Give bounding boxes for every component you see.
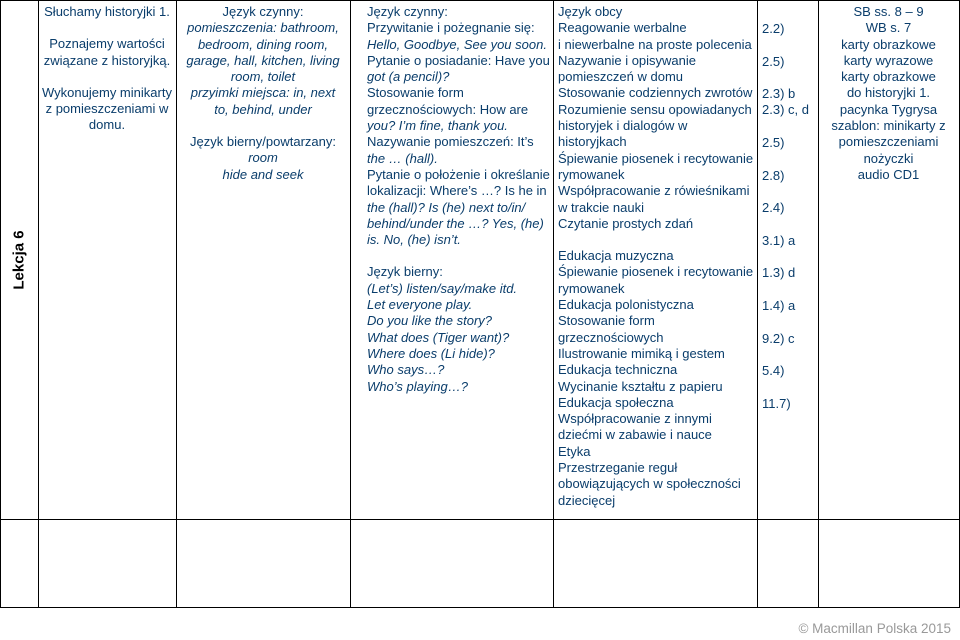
reference (762, 37, 816, 53)
reference: 1.3) d (762, 265, 796, 281)
skills-line: Czytanie prostych zdań (558, 215, 694, 231)
reference (762, 249, 816, 265)
table-bottom-border (0, 519, 960, 520)
material-item: szablon: minikarty z (831, 118, 946, 134)
skills-line: dziećmi w zabawie i nauce (558, 427, 712, 443)
skills-line: Wycinanie kształtu z papieru (558, 378, 723, 394)
skills-line: Stosowanie form (558, 313, 655, 329)
material-item: karty obrazkowe (841, 36, 936, 52)
objectives-column (40, 4, 174, 134)
structures-line: Nazywanie pomieszczeń: It’s (367, 134, 534, 150)
skills-tech-heading: Edukacja techniczna (558, 362, 678, 378)
vocabulary-passive-line: room (248, 150, 278, 166)
objective-1: Słuchamy historyjki 1. (44, 4, 170, 19)
material-item: audio CD1 (857, 166, 920, 182)
structures-line: Przywitanie i pożegnanie się: (367, 20, 535, 36)
skills-line: Nazywanie i opisywanie (558, 52, 697, 68)
skills-ethics-heading: Etyka (558, 443, 591, 459)
structures-passive-line: Who says…? (367, 362, 445, 378)
material-item: karty wyrazowe (843, 52, 934, 68)
structures-passive-line: What does (Tiger want)? (367, 329, 510, 345)
vocabulary-line: garage, hall, kitchen, living (186, 52, 340, 68)
structures-passive-line: Who’s playing…? (367, 378, 468, 394)
col-divider-4 (553, 0, 554, 608)
lesson-label-cell (0, 0, 38, 519)
material-item: nożyczki (863, 150, 914, 166)
reference (762, 380, 816, 396)
table-top-border (0, 0, 960, 1)
structures-line: lokalizacji: Where’s …? Is he in (367, 183, 547, 199)
copyright-footer: © Macmillan Polska 2015 (798, 621, 951, 636)
reference (762, 119, 816, 135)
structures-line: Stosowanie form (367, 85, 464, 101)
lesson-label: Lekcja 6 (10, 229, 28, 290)
reference (762, 282, 816, 298)
skills-line: dziecięcej (558, 492, 616, 508)
vocabulary-passive-line: hide and seek (222, 166, 304, 182)
reference: 2.8) (762, 167, 785, 183)
structures-line: Pytanie o położenie i określanie (367, 166, 550, 182)
structures-line: Pytanie o posiadanie: Have you (367, 52, 550, 68)
structures-active-heading: Język czynny: (367, 4, 448, 19)
skills-column (558, 4, 755, 509)
vocabulary-line: to, behind, under (214, 101, 312, 117)
vocabulary-line: przyimki miejsca: in, next (190, 85, 336, 101)
structures-line: you? I’m fine, thank you. (367, 118, 508, 134)
material-item: WB s. 7 (865, 20, 912, 36)
structures-line: got (a pencil)? (367, 69, 450, 85)
reference (762, 347, 816, 363)
skills-line: Współpracowanie z innymi (558, 411, 712, 427)
structures-passive-line: (Let’s) listen/say/make itd. (367, 280, 518, 296)
reference: 11.7) (762, 395, 791, 411)
material-item: karty obrazkowe (841, 69, 936, 85)
skills-line: pomieszczeń w domu (558, 69, 683, 85)
reference: 2.3) c, d (762, 102, 809, 118)
reference: 5.4) (762, 363, 785, 379)
table-page-bottom-border (0, 607, 960, 608)
objective-3: Wykonujemy minikarty z pomieszczeniami w domu. (42, 84, 172, 133)
skills-line: Śpiewanie piosenek i recytowanie (558, 150, 754, 166)
reference (762, 184, 816, 200)
reference (762, 217, 816, 233)
skills-line: obowiązujących w społeczności (558, 476, 741, 492)
structures-line: is. No, (he) isn’t. (367, 232, 461, 248)
reference: 2.4) (762, 200, 785, 216)
skills-polish-heading: Edukacja polonistyczna (558, 297, 694, 313)
reference (762, 151, 816, 167)
skills-music-heading: Edukacja muzyczna (558, 248, 674, 264)
col-divider-3 (350, 0, 351, 608)
material-item: pomieszczeniami (838, 134, 939, 150)
structures-line: the (hall)? Is (he) next to/in/ (367, 199, 526, 215)
skills-line: Stosowanie codziennych zwrotów (558, 85, 753, 101)
skills-foreign-heading: Język obcy (558, 4, 623, 19)
structures-passive-line: Do you like the story? (367, 313, 493, 329)
structures-passive-line: Where does (Li hide)? (367, 345, 495, 361)
structures-line: Hello, Goodbye, See you soon. (367, 36, 547, 52)
skills-line: Współpracowanie z rówieśnikami (558, 183, 750, 199)
structures-column (367, 4, 551, 395)
material-item: do historyjki 1. (846, 85, 931, 101)
reference: 9.2) c (762, 330, 795, 346)
skills-line: Rozumienie sensu opowiadanych (558, 101, 752, 117)
vocabulary-line: bedroom, dining room, (197, 36, 329, 52)
vocabulary-line: pomieszczenia: bathroom, (187, 20, 339, 36)
vocabulary-line: room, toilet (230, 69, 296, 85)
reference (762, 314, 816, 330)
reference: 3.1) a (762, 232, 796, 248)
col-divider-2 (176, 0, 177, 608)
skills-line: rymowanek (558, 166, 625, 182)
skills-line: historyjkach (558, 134, 627, 150)
skills-line: Śpiewanie piosenek i recytowanie (558, 264, 754, 280)
reference: 2.5) (762, 135, 785, 151)
skills-line: w trakcie nauki (558, 199, 644, 215)
reference (762, 70, 816, 86)
col-divider-6 (818, 0, 819, 608)
skills-line: Reagowanie werbalne (558, 20, 687, 36)
skills-line: grzecznościowych (558, 329, 664, 345)
skills-social-heading: Edukacja społeczna (558, 394, 674, 410)
references-column (762, 21, 816, 412)
col-divider-5 (757, 0, 758, 608)
material-item: SB ss. 8 – 9 (853, 4, 924, 19)
structures-line: grzecznościowych: How are (367, 101, 529, 117)
vocabulary-passive-heading: Język bierny/powtarzany: (190, 134, 336, 150)
structures-line: behind/under the …? Yes, (he) (367, 215, 544, 231)
materials-column (820, 4, 957, 183)
skills-line: historyjek i dialogów w (558, 118, 688, 134)
skills-line: rymowanek (558, 280, 625, 296)
reference: 2.2) (762, 21, 785, 36)
vocabulary-active-heading: Język czynny: (222, 4, 304, 19)
material-item: pacynka Tygrysa (839, 101, 938, 117)
vocabulary-column (178, 4, 348, 183)
skills-line: Ilustrowanie mimiką i gestem (558, 345, 725, 361)
skills-line: Przestrzeganie reguł (558, 460, 678, 476)
structures-passive-line: Let everyone play. (367, 297, 473, 313)
objective-2: Poznajemy wartości związane z historyjką. (43, 36, 171, 68)
reference: 2.5) (762, 53, 785, 69)
col-divider-1 (38, 0, 39, 608)
reference: 1.4) a (762, 298, 796, 314)
structures-line: the … (hall). (367, 150, 438, 166)
reference: 2.3) b (762, 86, 796, 102)
skills-line: i niewerbalne na proste polecenia (558, 36, 752, 52)
structures-passive-heading: Język bierny: (367, 264, 443, 280)
